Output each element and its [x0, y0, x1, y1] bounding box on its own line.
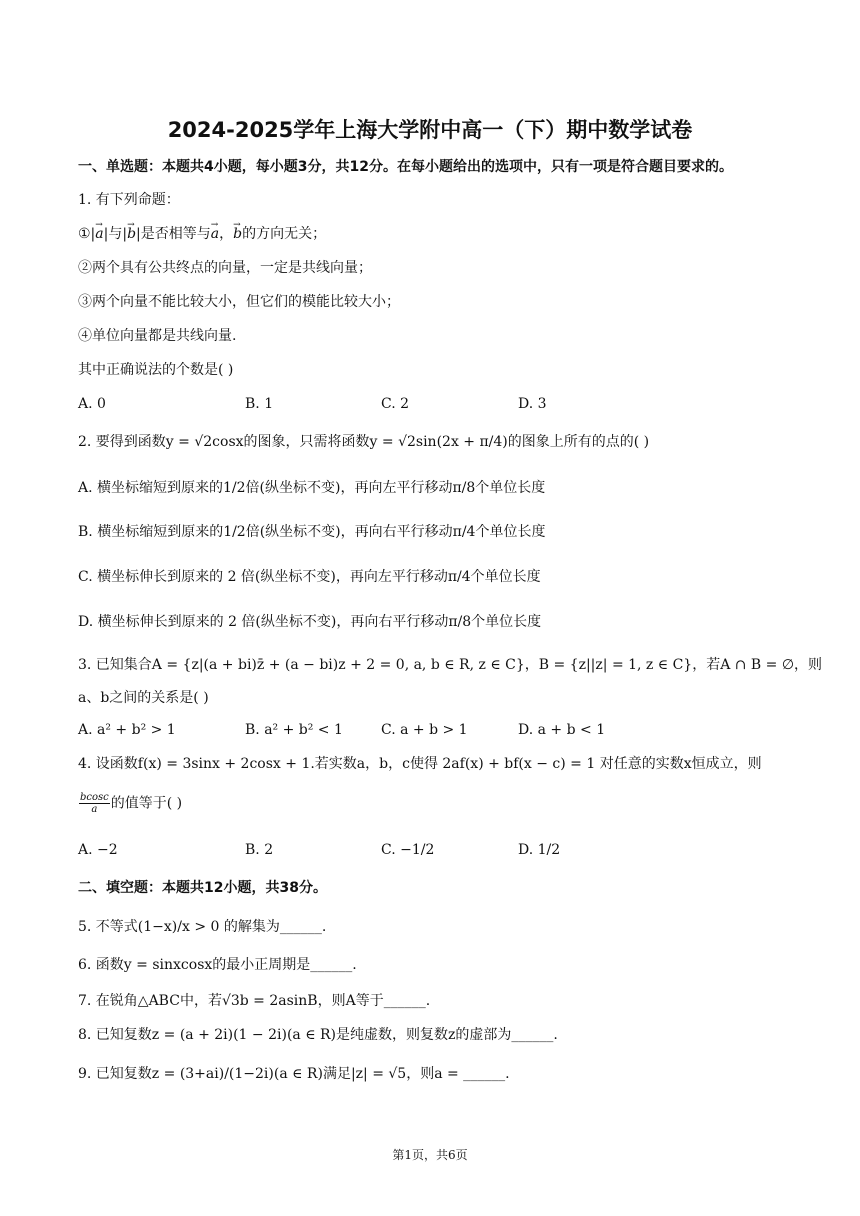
q2-option-c: C. 横坐标伸长到原来的 2 倍(纵坐标不变)，再向左平行移动π/4个单位长度 [78, 569, 541, 585]
q3-option-d: D. a + b < 1 [518, 722, 606, 738]
q1-option-b: B. 1 [245, 396, 274, 412]
q4-line-2 [78, 792, 182, 815]
q4-line-1: 4. 设函数f(x) = 3sinx + 2cosx + 1.若实数a，b，c使得 2af(x) + bf(x − c) = 1 对任意的实数x恒成立，则 [78, 756, 762, 772]
page-footer: 第1页，共6页 [392, 1148, 468, 1162]
q3-line-2: a、b之间的关系是( ) [78, 690, 209, 706]
q2-option-d: D. 横坐标伸长到原来的 2 倍(纵坐标不变)，再向右平行移动π/8个单位长度 [78, 614, 542, 630]
q3-option-a: A. a² + b² > 1 [78, 722, 176, 738]
q3-option-b: B. a² + b² < 1 [245, 722, 343, 738]
q4-line-2-text: 的值等于( ) [110, 795, 183, 812]
q4-option-d: D. 1/2 [518, 842, 561, 858]
q1-option-d: D. 3 [518, 396, 547, 412]
q7: 7. 在锐角△ABC中，若√3b = 2asinB，则A等于______. [78, 993, 431, 1009]
q1-statement-1: ①|→ a|与|→ b|是否相等与→ a，→ b的方向无关； [78, 224, 326, 244]
q3-option-c: C. a + b > 1 [381, 722, 468, 738]
page-title: 2024-2025学年上海大学附中高一（下）期中数学试卷 [167, 118, 693, 142]
q9: 9. 已知复数z = (3+ai)/(1−2i)(a ∈ R)满足|z| = √5，则a = ______. [78, 1066, 510, 1082]
q1-statement-1-tail: 的方向无关； [242, 226, 327, 242]
q1-option-a: A. 0 [78, 396, 106, 412]
q4-option-c: C. −1/2 [381, 842, 435, 858]
q1-statement-2: ②两个具有公共终点的向量，一定是共线向量； [78, 260, 372, 276]
q4-option-b: B. 2 [245, 842, 274, 858]
q2-option-a: A. 横坐标缩短到原来的1/2倍(纵坐标不变)，再向左平行移动π/8个单位长度 [78, 480, 546, 496]
q3-line-1: 3. 已知集合A = {z|(a + bi)z̄ + (a − bi)z + 2 = 0, a, b ∈ R, z ∈ C}，B = {z||z| = 1, z ∈ C}，若A ∩ B = ∅，则 [78, 657, 823, 673]
q5: 5. 不等式(1−x)/x > 0 的解集为______. [78, 919, 327, 935]
q1-statement-4: ④单位向量都是共线向量. [78, 328, 237, 344]
q2-option-b: B. 横坐标缩短到原来的1/2倍(纵坐标不变)，再向右平行移动π/4个单位长度 [78, 524, 546, 540]
section-2-heading: 二、填空题：本题共12小题，共38分。 [78, 880, 327, 896]
q8: 8. 已知复数z = (a + 2i)(1 − 2i)(a ∈ R)是纯虚数，则复数z的虚部为______. [78, 1027, 558, 1043]
q1-statement-3: ③两个向量不能比较大小，但它们的模能比较大小； [78, 294, 400, 310]
q4-fraction: $\frac{bcosc}{a}$ [80, 792, 109, 815]
q4-option-a: A. −2 [78, 842, 118, 858]
q1-stem: 1. 有下列命题： [78, 192, 180, 208]
q2-stem: 2. 要得到函数y = √2cosx的图象，只需将函数y = √2sin(2x + π/4)的图象上所有的点的( ) [78, 434, 650, 450]
q6: 6. 函数y = sinxcosx的最小正周期是______. [78, 957, 357, 973]
q1-ask: 其中正确说法的个数是( ) [78, 362, 234, 378]
section-1-heading: 一、单选题：本题共4小题，每小题3分，共12分。在每小题给出的选项中，只有一项是符合题目要求的。 [78, 159, 733, 175]
q1-option-c: C. 2 [381, 396, 410, 412]
